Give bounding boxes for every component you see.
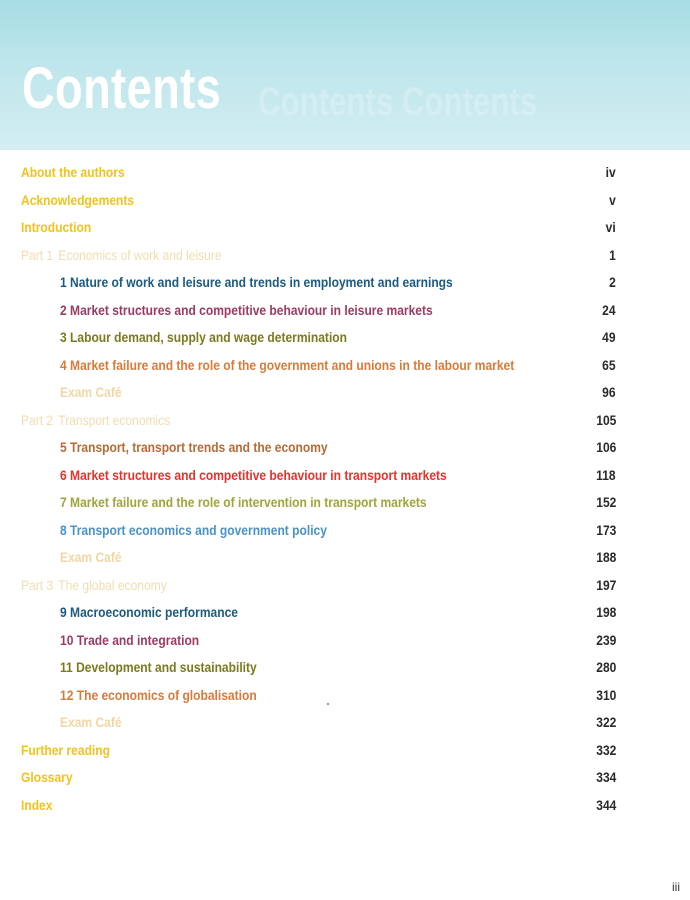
toc-part-heading[interactable]: [0, 575, 690, 595]
toc-entry-text: Exam Café: [60, 549, 122, 565]
toc-chapter-entry[interactable]: [0, 520, 690, 540]
toc-page-number: 310: [595, 686, 616, 703]
toc-entry-title: [21, 410, 170, 430]
toc-entry[interactable]: [0, 795, 690, 815]
toc-entry-title: [60, 492, 427, 512]
toc-entry-text: 10 Trade and integration: [60, 631, 200, 648]
toc-entry[interactable]: [0, 767, 690, 787]
toc-entry-title: [60, 520, 327, 540]
toc-entry-title: [60, 630, 199, 650]
toc-page-number: 96: [602, 384, 616, 400]
toc-page-number: 332: [595, 741, 616, 758]
toc-chapter-entry[interactable]: [0, 272, 690, 292]
toc-page-number: 1: [609, 246, 616, 263]
toc-page-number: 24: [602, 301, 616, 318]
toc-entry-text: 9 Macroeconomic performance: [60, 604, 238, 620]
toc-page-number: 65: [602, 356, 616, 373]
toc-page-number: 106: [595, 439, 616, 455]
toc-entry[interactable]: [0, 740, 690, 760]
toc-entry[interactable]: [0, 217, 690, 237]
toc-chapter-entry[interactable]: [0, 630, 690, 650]
toc-entry-text: The global economy: [58, 576, 167, 593]
toc-entry-text: 7 Market failure and the role of intervention in transport markets: [60, 494, 427, 510]
toc-entry-title: [21, 767, 73, 787]
toc-chapter-entry[interactable]: [0, 685, 690, 705]
toc-entry-text: Index: [21, 796, 53, 813]
toc-part-number: Part 3: [21, 576, 54, 593]
toc-entry-text: 6 Market structures and competitive behaviour in transport markets: [60, 466, 447, 483]
toc-entry-title: [60, 437, 328, 457]
toc-page-number: 239: [595, 631, 616, 648]
toc-entry[interactable]: [0, 190, 690, 210]
toc-chapter-entry[interactable]: [0, 547, 690, 567]
toc-entry-text: Introduction: [21, 219, 92, 235]
toc-entry-title: [60, 300, 433, 320]
title-echo-watermark: Contents Contents: [258, 80, 538, 124]
toc-chapter-entry[interactable]: [0, 300, 690, 320]
page-title: Contents: [22, 56, 222, 121]
toc-part-heading[interactable]: [0, 410, 690, 430]
toc-entry-title: [21, 575, 167, 595]
toc-entry[interactable]: [0, 162, 690, 182]
toc-entry-text: 5 Transport, transport trends and the economy: [60, 439, 328, 455]
toc-entry-text: 4 Market failure and the role of the government and unions in the labour market: [60, 356, 515, 373]
toc-entry-title: [60, 712, 122, 732]
toc-entry-text: 8 Transport economics and government policy: [60, 521, 327, 538]
toc-chapter-entry[interactable]: [0, 327, 690, 347]
toc-chapter-entry[interactable]: [0, 602, 690, 622]
toc-part-heading[interactable]: [0, 245, 690, 265]
toc-entry-text: 3 Labour demand, supply and wage determination: [60, 329, 347, 345]
toc-chapter-entry[interactable]: [0, 382, 690, 402]
toc-chapter-entry[interactable]: [0, 712, 690, 732]
toc-entry-title: [21, 190, 134, 210]
toc-page-number: 322: [595, 714, 616, 730]
toc-chapter-entry[interactable]: [0, 465, 690, 485]
contents-header-band: [0, 0, 690, 150]
toc-entry-text: Exam Café: [60, 384, 122, 400]
toc-page-number: vi: [605, 219, 616, 235]
toc-entry-title: [60, 382, 122, 402]
toc-entry-text: Glossary: [21, 769, 73, 785]
toc-entry-text: Further reading: [21, 741, 110, 758]
toc-page-number: 152: [595, 494, 616, 510]
toc-entry-text: Transport economics: [58, 411, 171, 428]
toc-entry-title: [21, 162, 125, 182]
toc-page-number: v: [609, 191, 616, 208]
toc-page-number: 173: [595, 521, 616, 538]
print-speck: [327, 703, 329, 705]
toc-page-number: 2: [609, 274, 616, 290]
toc-chapter-entry[interactable]: [0, 492, 690, 512]
toc-entry-title: [60, 272, 453, 292]
toc-part-number: Part 1: [21, 246, 54, 263]
toc-page-number: 198: [595, 604, 616, 620]
toc-entry-title: [60, 547, 122, 567]
toc-entry-title: [60, 327, 347, 347]
toc-page-number: 197: [595, 576, 616, 593]
toc-entry-text: Exam Café: [60, 714, 122, 730]
toc-entry-text: 12 The economics of globalisation: [60, 686, 257, 703]
toc-page-number: 105: [595, 411, 616, 428]
toc-page-number: 118: [596, 466, 616, 483]
toc-entry-text: 2 Market structures and competitive behaviour in leisure markets: [60, 301, 433, 318]
toc-entry-title: [21, 245, 222, 265]
toc-chapter-entry[interactable]: [0, 355, 690, 375]
toc-chapter-entry[interactable]: [0, 657, 690, 677]
toc-entry-title: [60, 355, 514, 375]
toc-chapter-entry[interactable]: [0, 437, 690, 457]
toc-part-number: Part 2: [21, 411, 54, 428]
toc-page-number: 188: [595, 549, 616, 565]
toc-entry-text: Economics of work and leisure: [58, 246, 222, 263]
toc-entry-title: [60, 602, 238, 622]
toc-page-number: 334: [595, 769, 616, 785]
toc-entry-text: 1 Nature of work and leisure and trends in employment and earnings: [60, 274, 453, 290]
toc-entry-text: 11 Development and sustainability: [60, 659, 257, 675]
toc-entry-title: [60, 465, 447, 485]
page-number: iii: [672, 880, 680, 894]
toc-entry-text: Acknowledgements: [21, 191, 135, 208]
toc-entry-title: [21, 740, 110, 760]
toc-page-number: 280: [595, 659, 616, 675]
toc-entry-text: About the authors: [21, 164, 125, 180]
toc-entry-title: [21, 217, 91, 237]
toc-page-number: 49: [602, 329, 616, 345]
toc-entry-title: [60, 685, 257, 705]
toc-entry-title: [60, 657, 257, 677]
toc-entry-title: [21, 795, 52, 815]
toc-page-number: 344: [595, 796, 616, 813]
toc-page-number: iv: [605, 164, 616, 180]
